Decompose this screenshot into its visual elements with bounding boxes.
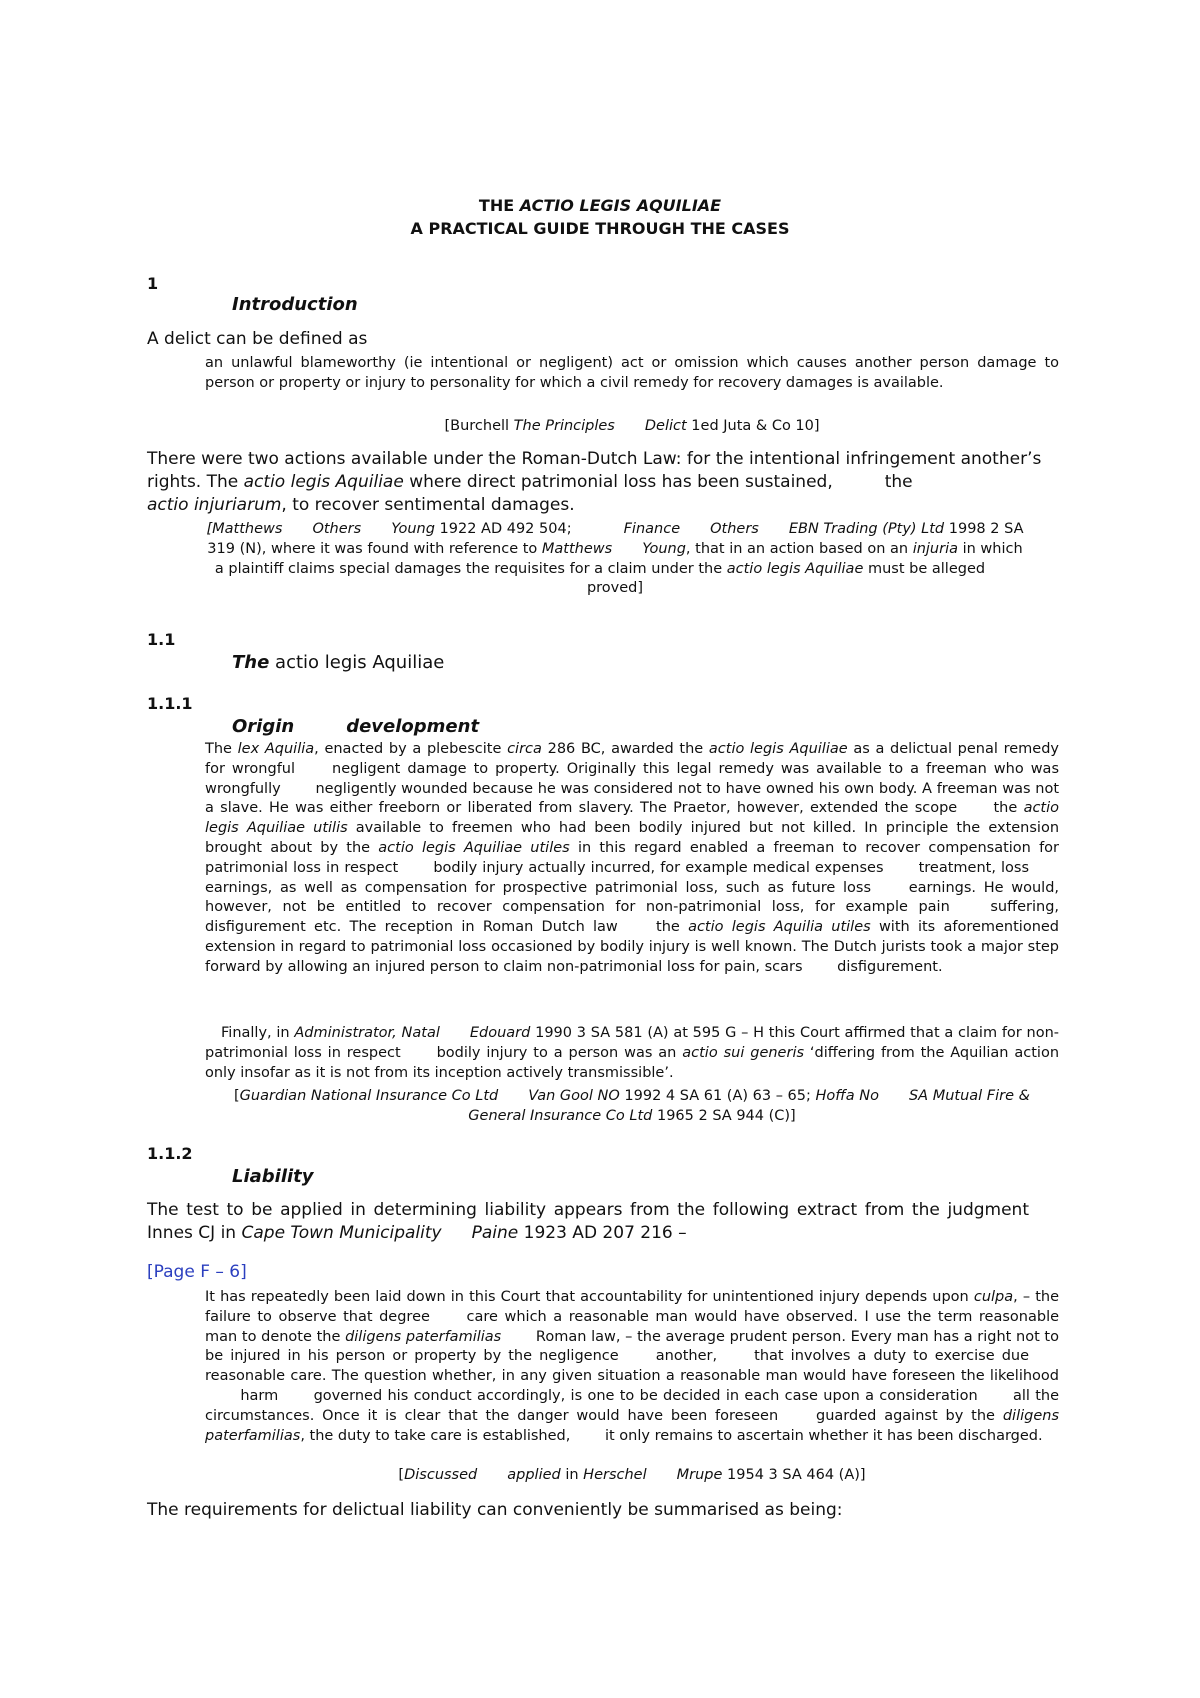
page-reference: [Page F – 6] <box>147 1262 247 1282</box>
section-1-1-1-title: Origin development <box>232 716 480 737</box>
section-1-title: Introduction <box>232 294 358 315</box>
section-1-1-1-number: 1.1.1 <box>147 694 193 713</box>
finally-paragraph: Finally, in Administrator, Natal Edouard 1990 3 SA 581 (A) at 595 G – H this Court affirmed that a claim for non-patrimonial loss in respect bodily injury to a person was an actio sui generis ‘differing from the Aquilian action only insofar as it is not from its inception actively transmissible’. <box>205 1025 1060 1081</box>
document-subtitle: A PRACTICAL GUIDE THROUGH THE CASES <box>410 219 790 238</box>
citation-herschel: [Discussed applied in Herschel Mrupe 1954 3 SA 464 (A)] <box>398 1467 866 1483</box>
citation-guardian: [Guardian National Insurance Co Ltd Van Gool NO 1992 4 SA 61 (A) 63 – 65; Hoffa No SA Mutual Fire & General Insurance Co Ltd 1965 2 SA 944 (C)] <box>234 1088 1030 1124</box>
document-title: THE ACTIO LEGIS AQUILIAE <box>478 196 722 215</box>
intro-lead: A delict can be defined as <box>147 329 368 349</box>
section-1-number: 1 <box>147 274 159 293</box>
section-1-1-2-title: Liability <box>232 1166 314 1187</box>
actions-paragraph: There were two actions available under the Roman-Dutch Law: for the intentional infringement another’s rights. The actio legis Aquiliae where direct patrimonial loss has been sustained, the actio injuriarum, to recover sentimental damages. <box>147 449 1042 515</box>
definition-quote: an unlawful blameworthy (ie intentional or negligent) act or omission which causes another person damage to person or property or injury to personality for which a civil remedy for recovery damages is available. <box>205 355 1059 391</box>
culpa-quote: It has repeatedly been laid down in this Court that accountability for unintentioned injury depends upon culpa, – the failure to observe that degree care which a reasonable man would have observed. I use the term reasonable man to denote the diligens paterfamilias Roman law, – the average prudent person. Every man has a right not to be injured in his person or property by the negligence another, that involves a duty to exercise due reasonable care. The question whether, in any given situation a reasonable man would have foreseen the likelihood harm governed his conduct accordingly, is one to be decided in each case upon a consideration all the circumstances. Once it is clear that the danger would have been foreseen guarded against by the diligens paterfamilias, the duty to take care is established, it only remains to ascertain whether it has been discharged. <box>205 1289 1060 1444</box>
origin-paragraph: The lex Aquilia, enacted by a plebescite circa 286 BC, awarded the actio legis Aquiliae as a delictual penal remedy for wrongful negligent damage to property. Originally this legal remedy was available to a freeman who was wrongfully negligently wounded because he was considered not to have owned his own body. A freeman was not a slave. He was either freeborn or liberated from slavery. The Praetor, however, extended the scope the actio legis Aquiliae utilis available to freemen who had been bodily injured but not killed. In principle the extension brought about by the actio legis Aquiliae utiles in this regard enabled a freeman to recover compensation for patrimonial loss in respect bodily injury actually incurred, for example medical expenses treatment, loss earnings, as well as compensation for prospective patrimonial loss, such as future loss earnings. He would, however, not be entitled to recover compensation for non-patrimonial loss, for example pain suffering, disfigurement etc. The reception in Roman Dutch law the actio legis Aquilia utiles with its aforementioned extension in regard to patrimonial loss occasioned by bodily injury is well known. The Dutch jurists took a major step forward by allowing an injured person to claim non-patrimonial loss for pain, scars disfigurement. <box>205 741 1060 975</box>
requirements-paragraph: The requirements for delictual liability can conveniently be summarised as being: <box>147 1500 843 1520</box>
liability-paragraph: The test to be applied in determining liability appears from the following extract from the judgment Innes CJ in Cape Town Municipality Paine 1923 AD 207 216 – <box>147 1200 1029 1243</box>
section-1-1-2-number: 1.1.2 <box>147 1144 193 1163</box>
citation-matthews: [Matthews Others Young 1922 AD 492 504; Finance Others EBN Trading (Pty) Ltd 1998 2 SA 319 (N), where it was found with reference to Matthews Young, that in an action based on an injuria in which a plaintiff claims special damages the requisites for a claim under the actio legis Aquiliae must be allegedproved] <box>206 521 1024 597</box>
section-1-1-number: 1.1 <box>147 630 176 649</box>
section-1-1-title: The actio legis Aquiliae <box>232 652 445 673</box>
citation-burchell: [Burchell The Principles Delict 1ed Juta & Co 10] <box>444 418 820 434</box>
